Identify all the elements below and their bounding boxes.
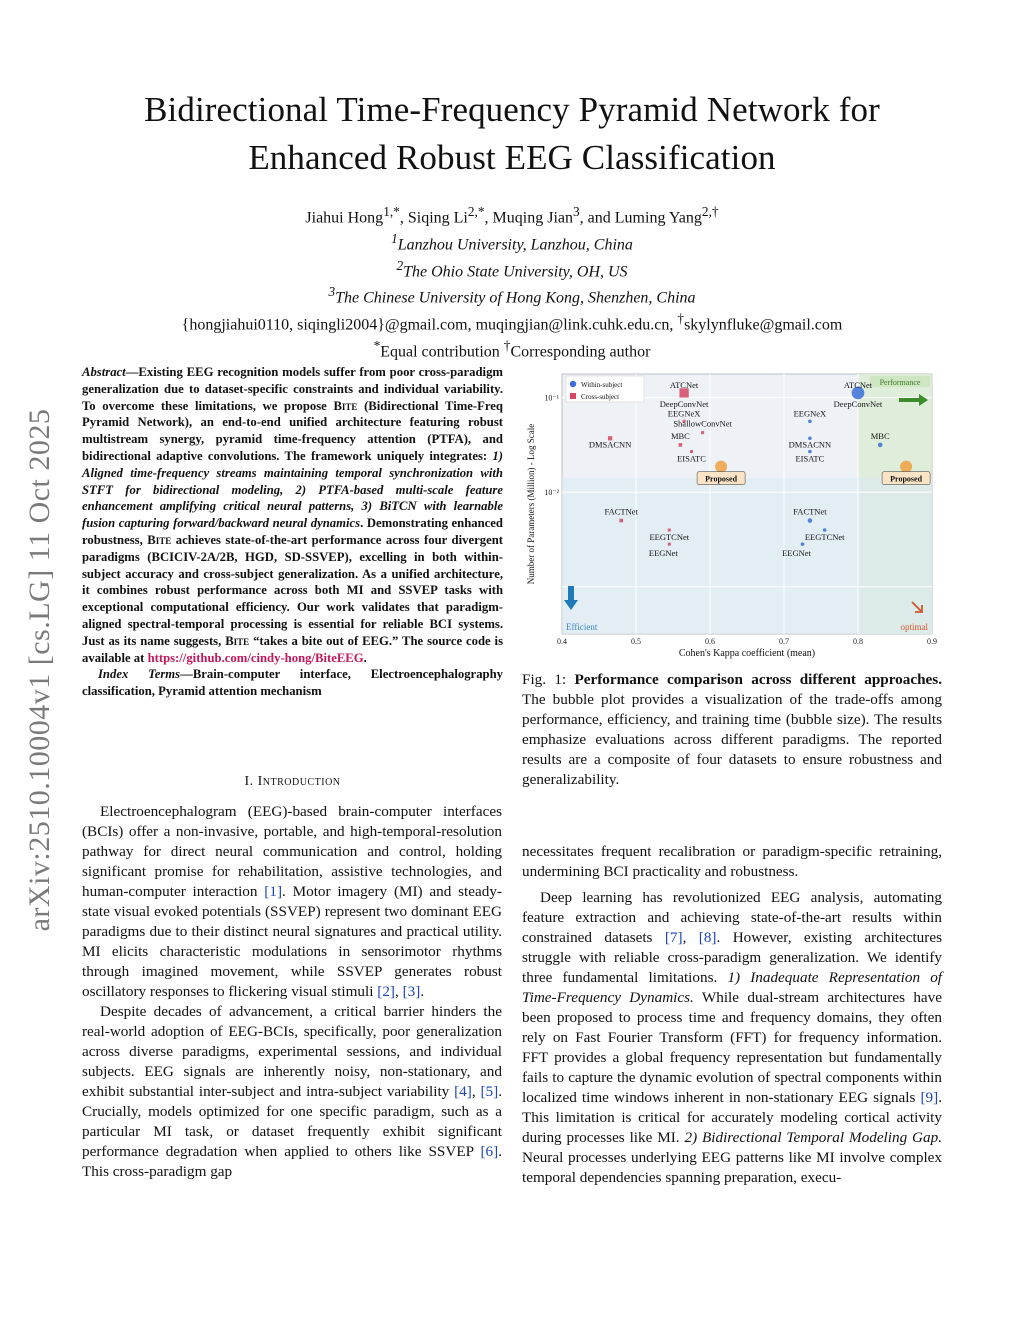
abstract: Abstract—Existing EEG recognition models suffer from poor cross-paradigm generalization due to dataset-specific constraints and individual variability. To overcome these limitations, we propose Bite (Bidirectional Time-Freq Pyramid Network), an end-to-end unified architecture featuring robust multistream synergy, pyramid time-frequency attention (PTFA), and bidirectional adaptive convolutions. The framework uniquely integrates: 1) Aligned time-frequency streams maintaining temporal synchronization with STFT for bidirectional modeling, 2) PTFA-based multi-scale feature enhancement amplifying critical neural patterns, 3) BiTCN with learnable fusion capturing forward/backward neural dynamics. Demonstrating enhanced robustness, Bite achieves state-of-the-art performance across four divergent paradigms (BCICIV-2A/2B, HGD, SD-SSVEP), excelling in both within-subject accuracy and cross-subject generalization. As a unified architecture, it combines robust performance across both MI and SSVEP tasks with exceptional computational efficiency. Our work validates that paradigm-aligned spectral-temporal processing is essential for reliable BCI systems. Just as its name suggests, Bite “takes a bite out of EEG.” The source code is available at https://github.com/cindy-hong/BiteEEG. Index Terms—Brain-computer interface, Electroencephalography classification, Pyramid attention mechanism [82, 365, 504, 699]
point-label: EEGNeX [793, 408, 827, 419]
abstract-contributions: 1) Aligned time-frequency streams maintaining temporal synchronization with STFT for bidirectional modeling, 2) PTFA-based multi-scale feature enhancement amplifying critical neural patterns, 3) BiTCN with learnable fusion capturing forward/backward neural dynamics [82, 448, 503, 531]
optimal-label: optimal [900, 622, 928, 632]
point-label: MBC [870, 430, 890, 441]
citation-4[interactable]: [4] [454, 1083, 472, 1100]
author-3-sup: 3 [573, 204, 580, 219]
citation-9[interactable]: [9] [920, 1089, 939, 1106]
caption-title: Performance comparison across different approaches. [574, 671, 943, 688]
title-line-2: Enhanced Robust EEG Classification [248, 138, 776, 177]
author-1: Jiahui Hong [305, 209, 384, 227]
figure-1 [522, 366, 942, 661]
citation-6[interactable]: [6] [480, 1143, 499, 1160]
x-tick-label: 0.7 [779, 637, 789, 646]
point-label: DeepConvNet [659, 398, 709, 409]
author-names: Jiahui Hong$^{1,*}$, Siqing $Li^{2,*}$, Muqing Jian$^3$, and Luming Yang$^{2,\dagger}$ [305, 204, 719, 227]
point-label: EEGTCNet [804, 532, 845, 542]
point-label: EEGNet [782, 548, 811, 559]
author-4: Luming Yang [614, 209, 702, 227]
caption-label: Fig. 1: [522, 671, 567, 688]
point-label: ATCNet [669, 379, 699, 390]
x-tick-label: 0.4 [557, 637, 567, 646]
x-axis-label: Cohen's Kappa coefficient (mean) [678, 648, 816, 659]
intro-paragraph-2: Despite decades of advancement, a critical barrier hinders the real-world adoption of EEG-BCIs, specifically, poor generalization across diverse paradigms, experimental sessions, and individual subjects. EEG signals are inherently noisy, non-stationary, and exhibit substantial inter-subject and intra-subject variability [4], [5]. Crucially, models optimized for one specific paradigm, such as a particular MI task, or dataset frequently exhibit significant performance degradation when applied to others like SSVEP [6]. This cross-paradigm gap [82, 1003, 502, 1180]
legend-entry: Within-subject [581, 381, 623, 389]
right-paragraph-1: Deep learning has revolutionized EEG analysis, automating feature extraction and achieving state-of-the-art results within constrained datasets [7], [8]. However, existing architectures struggle with reliable cross-paradigm generalization. We identify three fundamental limitations. 1) Inadequate Representation of Time-Frequency Dynamics. While dual-stream architectures have been proposed to process time and frequency domains, they often rely on Fast Fourier Transform (FFT) for frequency information. FFT provides a global frequency representation but fundamentally fails to capture the dynamic evolution of spectral components within localized time windows inherent in non-stationary EEG signals [9]. This limitation is critical for accurately modeling cortical activity during processes like MI. 2) Bidirectional Temporal Modeling Gap. Neural processes underlying EEG patterns like MI involve complex temporal dependencies spanning preparation, execu- [522, 889, 943, 1186]
point-label: DMSACNN [788, 439, 832, 450]
performance-label: Performance [879, 378, 921, 387]
author-2: Siqing Li [407, 209, 468, 227]
affiliation-3: $^3$The Chinese University of Hong Kong, Shenzhen, China [328, 284, 696, 307]
x-tick-label: 0.5 [631, 637, 641, 646]
point-marker [701, 431, 704, 434]
x-tick-label: 0.8 [853, 637, 863, 646]
right-paragraph-0: necessitates frequent recalibration or paradigm-specific retraining, undermining BCI practicality and robustness. [522, 843, 942, 880]
x-tick-label: 0.9 [927, 637, 937, 646]
index-terms-label: Index Terms [98, 667, 181, 682]
legend-marker-1 [570, 393, 576, 399]
x-tick-label: 0.6 [705, 637, 715, 646]
point-label: EEGTCNet [649, 532, 690, 542]
point-marker [668, 543, 671, 546]
legend-marker-0 [570, 381, 576, 387]
point-marker [619, 519, 623, 523]
index-terms: —Brain-computer interface, Electroencephalography classification, Pyramid attention mechanism [82, 667, 503, 699]
citation-5[interactable]: [5] [480, 1083, 499, 1100]
source-code-link[interactable]: https://github.com/cindy-hong/BiteEEG [147, 650, 364, 665]
point-marker [808, 518, 813, 523]
point-label: MBC [670, 430, 690, 441]
title-line-1: Bidirectional Time-Frequency Pyramid Network for [144, 90, 880, 129]
point-label: FACTNet [604, 506, 638, 517]
point-marker [679, 443, 683, 447]
bite-name: Bite [333, 398, 358, 413]
figure-1-caption [522, 670, 942, 790]
point-label: DeepConvNet [833, 398, 883, 409]
point-label: Proposed [705, 474, 738, 484]
citation-1[interactable]: [1] [264, 883, 283, 900]
point-label: DMSACNN [588, 439, 632, 450]
point-label: ATCNet [843, 379, 873, 390]
affiliation-1: $^1$Lanzhou University, Lanzhou, China [391, 230, 633, 254]
author-block [0, 202, 1024, 363]
bubble-chart [522, 366, 942, 661]
point-marker [878, 443, 883, 448]
y-tick-label: 10⁻¹ [544, 393, 559, 403]
point-label: EEGNeX [667, 408, 701, 419]
author-emails: {hongjiahui0110, siqingli2004}@gmail.com, muqingjian@link.cuhk.edu.cn, †skylynfluke@gmail.com [181, 311, 843, 334]
citation-7[interactable]: [7] [664, 929, 683, 946]
citation-2[interactable]: [2] [377, 983, 395, 1000]
contribution-note: *Equal contribution †Corresponding author [373, 338, 651, 361]
efficient-label: Efficient [566, 622, 598, 632]
arxiv-stamp: arXiv:2510.10004v1 [cs.LG] 11 Oct 2025 [23, 408, 56, 932]
author-1-sup: 1,* [383, 204, 400, 219]
point-label: EEGNet [648, 548, 678, 559]
point-marker [808, 419, 812, 423]
abstract-label: Abstract [82, 365, 126, 379]
author-4-sup: 2,† [701, 204, 719, 219]
paper-title [0, 86, 1024, 182]
y-axis-label: Number of Parameters (Million) - Log Scale [526, 423, 536, 585]
efficient-region [562, 478, 932, 634]
point-label: Proposed [890, 474, 923, 484]
caption-text: The bubble plot provides a visualization of the trade-offs among performance, efficiency, and training time (bubble size). The results emphasize evaluations across different paradigms. The reported results are a composite of four datasets to ensure robustness and generalizability. [522, 691, 942, 788]
author-2-sup: 2,* [467, 204, 485, 219]
point-proposed [715, 461, 727, 473]
left-column-body [82, 802, 502, 1182]
citation-3[interactable]: [3] [402, 983, 421, 1000]
affiliation-2: $^2$The Ohio State University, OH, US [396, 257, 628, 280]
point-label: FACTNet [793, 506, 827, 517]
right-column-body [522, 842, 942, 1188]
author-3: Muqing Jian [492, 209, 573, 227]
legend-entry: Cross-subject [581, 393, 620, 401]
y-tick-label: 10⁻² [544, 488, 559, 498]
point-proposed [900, 461, 912, 473]
point-label: EISATC [795, 453, 825, 464]
point-label: ShallowConvNet [673, 418, 732, 429]
citation-8[interactable]: [8] [698, 929, 717, 946]
section-heading-introduction: I. Introduction [244, 774, 341, 789]
intro-paragraph-1: Electroencephalogram (EEG)-based brain-computer interfaces (BCIs) offer a non-invasive, portable, and high-temporal-resolution pathway for direct neural communication and control, holding significant promise for rehabilitation, assistive technologies, and human-computer interaction [1]. Motor imagery (MI) and steady-state visual evoked potentials (SSVEP) represent two dominant EEG paradigms due to their distinct neural signatures and practical utility. MI elicits characteristic modulations in sensorimotor rhythms through imagined movement, while SSVEP generates robust oscillatory responses to flickering visual stimuli [2], [3]. [82, 803, 502, 1000]
point-marker [801, 542, 805, 546]
point-label: EISATC [677, 453, 706, 464]
